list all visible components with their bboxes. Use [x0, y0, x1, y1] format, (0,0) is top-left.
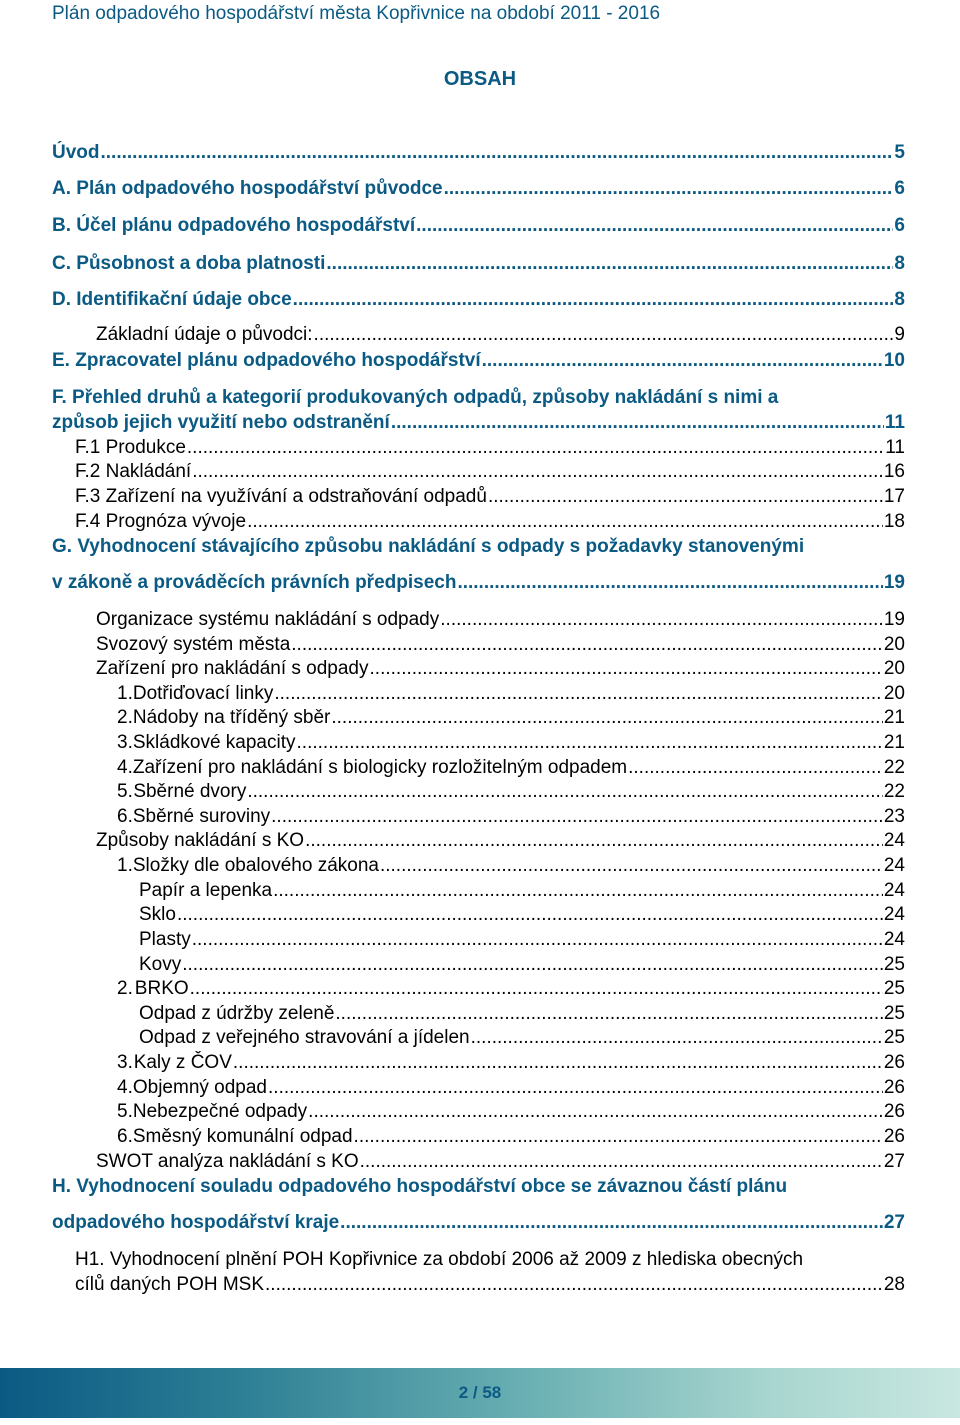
toc-entry-page: 24	[883, 904, 905, 925]
toc-entry-number: 4.	[117, 757, 133, 778]
toc-entry-number: 3.	[117, 732, 133, 753]
toc-entry-g[interactable]	[52, 571, 905, 595]
toc-entry-page: 26	[883, 1077, 905, 1098]
toc-entry-page: 25	[883, 1003, 905, 1024]
dot-leader	[326, 252, 893, 276]
toc-entry-objemny-odpad[interactable]	[117, 1076, 905, 1100]
dot-leader	[488, 485, 883, 509]
toc-entry-sberne-dvory[interactable]	[117, 780, 905, 804]
toc-entry-udrzba-zelene[interactable]	[139, 1002, 905, 1026]
toc-entry-h-line1[interactable]: H. Vyhodnocení souladu odpadového hospodářství obce se závaznou částí plánu	[52, 1176, 788, 1197]
toc-entry-f1[interactable]	[75, 436, 905, 460]
toc-entry-text: Odpad z údržby zeleně	[139, 1003, 335, 1024]
toc-title: OBSAH	[443, 68, 517, 90]
toc-entry-dotridovaci-linky[interactable]	[117, 682, 905, 706]
toc-entry-page: 16	[883, 461, 905, 482]
toc-entry-text: B. Účel plánu odpadového hospodářství	[52, 215, 416, 236]
toc-entry-zarizeni-bro[interactable]	[117, 756, 905, 780]
toc-entry-text: Nebezpečné odpady	[132, 1101, 308, 1122]
dot-leader	[265, 1273, 883, 1297]
toc-entry-text: BRKO	[134, 978, 189, 999]
toc-entry-text: cílů daných POH MSK	[75, 1274, 265, 1295]
dot-leader	[297, 731, 883, 755]
toc-entry-page: 24	[883, 830, 905, 851]
dot-leader	[331, 706, 882, 730]
toc-entry-e[interactable]	[52, 349, 905, 373]
toc-entry-page: 27	[883, 1151, 905, 1172]
dot-leader	[305, 829, 883, 853]
dot-leader	[177, 903, 883, 927]
toc-entry-text: C. Působnost a doba platnosti	[52, 253, 326, 274]
toc-entry-page: 26	[883, 1126, 905, 1147]
toc-entry-page: 26	[883, 1052, 905, 1073]
dot-leader	[182, 953, 883, 977]
toc-entry-text: Nádoby na tříděný sběr	[132, 707, 331, 728]
toc-entry-sberne-suroviny[interactable]	[117, 805, 905, 829]
dot-leader	[628, 756, 883, 780]
toc-entry-zpusoby-nakladani[interactable]	[96, 829, 905, 853]
page-number: 2 / 58	[458, 1383, 502, 1402]
toc-entry-f[interactable]	[52, 411, 905, 435]
toc-entry-uvod[interactable]	[52, 141, 905, 165]
toc-entry-page: 19	[883, 572, 905, 593]
toc-entry-kaly[interactable]	[117, 1051, 905, 1075]
toc-entry-number: 6.	[117, 1126, 133, 1147]
toc-entry-page: 8	[894, 253, 905, 274]
toc-entry-text: Plasty	[139, 929, 191, 950]
toc-entry-page: 24	[883, 855, 905, 876]
dot-leader	[247, 510, 883, 534]
toc-entry-b[interactable]	[52, 214, 905, 238]
toc-entry-page: 21	[883, 707, 905, 728]
toc-entry-slozky[interactable]	[117, 854, 905, 878]
toc-entry-text: v zákoně a prováděcích právních předpisech	[52, 572, 457, 593]
toc-entry-nadoby[interactable]	[117, 706, 905, 730]
dot-leader	[340, 1211, 883, 1235]
dot-leader	[247, 780, 883, 804]
dot-leader	[482, 349, 883, 373]
toc-entry-text: F.4 Prognóza vývoje	[75, 511, 247, 532]
toc-entry-text: SWOT analýza nakládání s KO	[96, 1151, 359, 1172]
document-header: Plán odpadového hospodářství města Kopřivnice na období 2011 - 2016	[52, 3, 661, 24]
toc-entry-skladkove-kapacity[interactable]	[117, 731, 905, 755]
dot-leader	[391, 411, 884, 435]
dot-leader	[444, 177, 894, 201]
toc-entry-a[interactable]	[52, 177, 905, 201]
toc-entry-page: 20	[883, 683, 905, 704]
toc-entry-swot[interactable]	[96, 1150, 905, 1174]
toc-entry-text: Sběrné suroviny	[132, 806, 271, 827]
toc-entry-c[interactable]	[52, 252, 905, 276]
toc-entry-text: Zařízení pro nakládání s biologicky rozložitelným odpadem	[132, 757, 628, 778]
toc-entry-plasty[interactable]	[139, 928, 905, 952]
toc-entry-page: 24	[883, 880, 905, 901]
toc-entry-text: Sklo	[139, 904, 176, 925]
toc-entry-text: Objemný odpad	[132, 1077, 268, 1098]
toc-entry-h1[interactable]	[75, 1273, 905, 1297]
toc-entry-text: Kovy	[139, 954, 182, 975]
dot-leader	[416, 214, 893, 238]
dot-leader	[233, 1051, 883, 1075]
toc-entry-page: 5	[894, 142, 905, 163]
toc-entry-page: 24	[883, 929, 905, 950]
toc-entry-f3[interactable]	[75, 485, 905, 509]
toc-entry-page: 18	[883, 511, 905, 532]
toc-entry-page: 22	[883, 781, 905, 802]
dot-leader	[291, 633, 883, 657]
dot-leader	[314, 323, 894, 347]
toc-entry-page: 25	[883, 1027, 905, 1048]
toc-entry-text: Směsný komunální odpad	[132, 1126, 353, 1147]
toc-entry-sklo[interactable]	[139, 903, 905, 927]
dot-leader	[187, 436, 884, 460]
toc-entry-page: 11	[885, 437, 905, 458]
toc-entry-page: 23	[883, 806, 905, 827]
toc-entry-page: 6	[894, 215, 905, 236]
toc-entry-verejne-stravovani[interactable]	[139, 1026, 905, 1050]
toc-entry-text: Dotřiďovací linky	[132, 683, 274, 704]
toc-entry-number: 1.	[117, 855, 133, 876]
toc-entry-page: 22	[883, 757, 905, 778]
toc-entry-text: F.1 Produkce	[75, 437, 186, 458]
dot-leader	[190, 977, 883, 1001]
dot-leader	[370, 657, 883, 681]
toc-entry-text: Základní údaje o původci:	[96, 324, 313, 345]
toc-entry-text: Svozový systém města	[96, 634, 291, 655]
toc-entry-zarizeni[interactable]	[96, 657, 905, 681]
toc-entry-nebezpecne-odpady[interactable]	[117, 1100, 905, 1124]
toc-entry-text: Zařízení pro nakládání s odpady	[96, 658, 369, 679]
toc-entry-page: 17	[883, 486, 905, 507]
toc-entry-text: odpadového hospodářství kraje	[52, 1212, 340, 1233]
toc-entry-svozovy-system[interactable]	[96, 633, 905, 657]
toc-entry-d[interactable]	[52, 288, 905, 312]
toc-entry-number: 6.	[117, 806, 133, 827]
toc-entry-text: Způsoby nakládání s KO	[96, 830, 305, 851]
toc-entry-page: 28	[883, 1274, 905, 1295]
toc-entry-page: 19	[883, 609, 905, 630]
dot-leader	[274, 682, 883, 706]
dot-leader	[440, 608, 883, 632]
toc-entry-h[interactable]	[52, 1211, 905, 1235]
dot-leader	[360, 1150, 883, 1174]
toc-entry-smesny-odpad[interactable]	[117, 1125, 905, 1149]
dot-leader	[471, 1026, 883, 1050]
toc-entry-kovy[interactable]	[139, 953, 905, 977]
dot-leader	[380, 854, 883, 878]
toc-entry-page: 25	[883, 954, 905, 975]
toc-entry-organizace[interactable]	[96, 608, 905, 632]
toc-entry-h1-line1[interactable]: H1. Vyhodnocení plnění POH Kopřivnice za období 2006 až 2009 z hlediska obecných	[75, 1249, 804, 1270]
toc-entry-page: 9	[894, 324, 905, 345]
toc-entry-number: 3.	[117, 1052, 133, 1073]
dot-leader	[293, 288, 894, 312]
toc-entry-page: 27	[883, 1212, 905, 1233]
toc-entry-text: Papír a lepenka	[139, 880, 273, 901]
toc-entry-g-line1[interactable]: G. Vyhodnocení stávajícího způsobu nakládání s odpady s požadavky stanovenými	[52, 536, 805, 557]
toc-entry-number: 4.	[117, 1077, 133, 1098]
toc-entry-page: 21	[883, 732, 905, 753]
dot-leader	[192, 460, 883, 484]
toc-entry-text: F.3 Zařízení na využívání a odstraňování odpadů	[75, 486, 487, 507]
toc-entry-zakladni-udaje[interactable]	[96, 323, 905, 347]
toc-entry-text: Kaly z ČOV	[133, 1052, 232, 1073]
toc-entry-papir[interactable]	[139, 879, 905, 903]
toc-entry-number: 2.	[117, 978, 133, 999]
dot-leader	[268, 1076, 883, 1100]
dot-leader	[273, 879, 883, 903]
toc-entry-page: 20	[883, 658, 905, 679]
toc-entry-text: A. Plán odpadového hospodářství původce	[52, 178, 443, 199]
toc-entry-text: Složky dle obalového zákona	[132, 855, 379, 876]
toc-entry-text: Úvod	[52, 142, 100, 163]
toc-entry-brko[interactable]	[117, 977, 905, 1001]
toc-entry-text: E. Zpracovatel plánu odpadového hospodářství	[52, 350, 481, 371]
toc-entry-text: Odpad z veřejného stravování a jídelen	[139, 1027, 470, 1048]
toc-entry-f2[interactable]	[75, 460, 905, 484]
toc-entry-text: F.2 Nakládání	[75, 461, 192, 482]
toc-entry-page: 25	[883, 978, 905, 999]
toc-entry-number: 5.	[117, 1101, 133, 1122]
dot-leader	[192, 928, 883, 952]
toc-entry-page: 8	[894, 289, 905, 310]
toc-entry-page: 6	[894, 178, 905, 199]
dot-leader	[308, 1100, 883, 1124]
toc-entry-text: D. Identifikační údaje obce	[52, 289, 292, 310]
dot-leader	[101, 141, 894, 165]
dot-leader	[457, 571, 882, 595]
toc-entry-page: 20	[883, 634, 905, 655]
toc-entry-f-line1[interactable]: F. Přehled druhů a kategorií produkovaných odpadů, způsoby nakládání s nimi a	[52, 387, 779, 408]
toc-entry-page: 26	[883, 1101, 905, 1122]
dot-leader	[271, 805, 883, 829]
dot-leader	[335, 1002, 882, 1026]
toc-entry-number: 1.	[117, 683, 133, 704]
toc-entry-text: způsob jejich využití nebo odstranění	[52, 412, 390, 433]
toc-entry-number: 2.	[117, 707, 133, 728]
toc-entry-page: 11	[884, 412, 905, 433]
toc-entry-number: 5.	[117, 781, 133, 802]
toc-entry-text: Organizace systému nakládání s odpady	[96, 609, 440, 630]
dot-leader	[354, 1125, 883, 1149]
toc-entry-page: 10	[883, 350, 905, 371]
toc-entry-text: Sběrné dvory	[133, 781, 247, 802]
toc-entry-f4[interactable]	[75, 510, 905, 534]
toc-entry-text: Skládkové kapacity	[132, 732, 296, 753]
